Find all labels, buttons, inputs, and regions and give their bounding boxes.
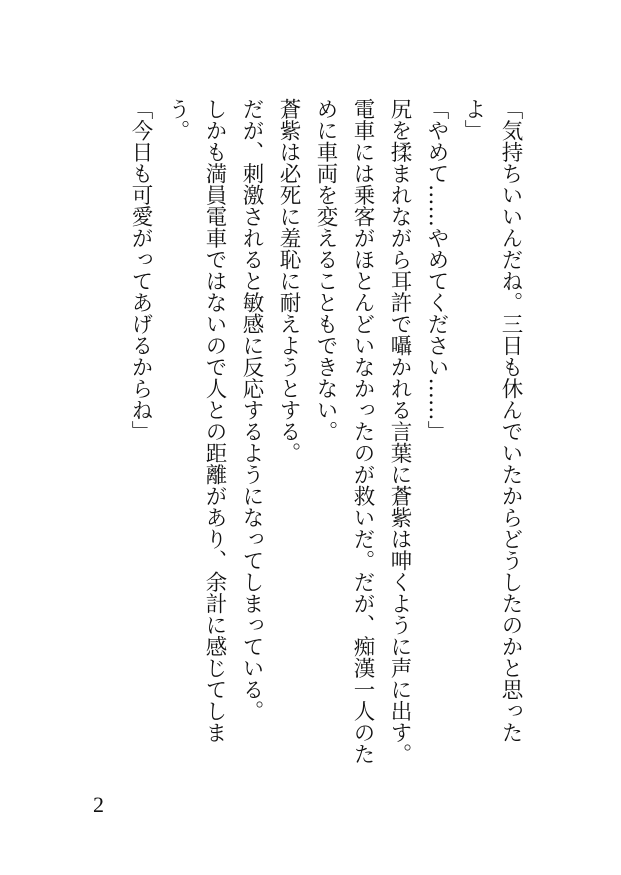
text-line: めに車両を変えることもできない。 xyxy=(313,98,338,442)
text-line: う。 xyxy=(165,98,190,141)
text-line: 尻を揉まれながら耳許で囁かれる言葉に蒼紫は呻くように声に出す。 xyxy=(387,98,412,765)
text-line: 電車には乗客がほとんどいなかったのが救いだ。だが、痴漢一人のた xyxy=(350,98,375,765)
text-line: 「やめて……やめてください……」 xyxy=(424,98,449,442)
page-number: 2 xyxy=(93,792,104,817)
text-line: 「気持ちいいんだね。三日も休んでいたからどうしたのかと思った xyxy=(498,98,523,743)
text-line: 「今日も可愛がってあげるからね」 xyxy=(128,98,153,442)
text-line: しかも満員電車ではないので人との距離があり、余計に感じてしま xyxy=(202,98,227,743)
vertical-text-block xyxy=(122,98,529,788)
text-line: だが、刺激されると敏感に反応するようになってしまっている。 xyxy=(239,98,264,722)
text-line: よ」 xyxy=(461,98,486,141)
text-line: 蒼紫は必死に羞恥に耐えようとする。 xyxy=(276,98,301,464)
